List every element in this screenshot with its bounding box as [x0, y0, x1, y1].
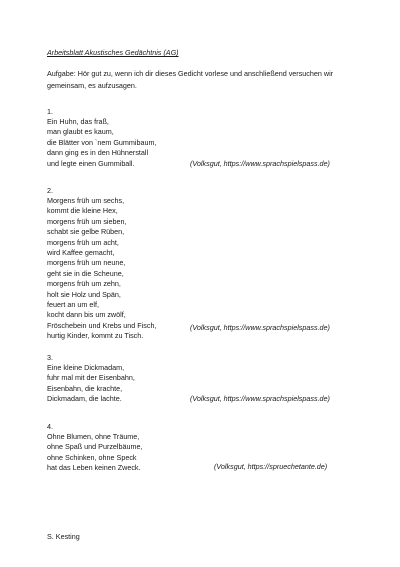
poem-line: feuert an um elf, — [47, 300, 99, 310]
poem-line: Dickmadam, die lachte. — [47, 394, 122, 404]
poem-3-number: 3. — [47, 353, 53, 362]
poem-line: Fröschebein und Krebs und Fisch, — [47, 320, 157, 330]
poem-line: schabt sie gelbe Rüben, — [47, 227, 125, 237]
author-name: S. Kesting — [47, 532, 80, 541]
poem-line: wird Kaffee gemacht, — [47, 248, 115, 258]
poem-line: ohne Schinken, ohne Speck — [47, 452, 137, 462]
poem-line: morgens früh um neune, — [47, 258, 126, 268]
poem-line: hat das Leben keinen Zweck. — [47, 463, 141, 473]
poem-line: Morgens früh um sechs, — [47, 196, 125, 205]
poem-4-number: 4. — [47, 422, 53, 431]
poem-1 — [47, 117, 156, 169]
poem-line: geht sie in die Scheune, — [47, 268, 124, 278]
poem-line: man glaubt es kaum, — [47, 127, 114, 137]
poem-line: morgens früh um zehn, — [47, 279, 121, 289]
poem-line: und legte einen Gummiball. — [47, 158, 135, 168]
poem-line: hurtig Kinder, kommt zu Tisch. — [47, 331, 144, 341]
poem-1-source: (Volksgut, https://www.sprachspielspass.de) — [190, 159, 330, 168]
poem-line: die Blätter von `nem Gummibaum, — [47, 137, 157, 147]
poem-4 — [47, 432, 143, 474]
poem-line: Ohne Blumen, ohne Träume, — [47, 432, 140, 441]
poem-line: Eine kleine Dickmadam, — [47, 363, 125, 372]
poem-line: morgens früh um acht, — [47, 237, 119, 247]
poem-2-source: (Volksgut, https://www.sprachspielspass.de) — [190, 323, 330, 332]
poem-1-number: 1. — [47, 107, 53, 116]
poem-line: morgens früh um sieben, — [47, 216, 127, 226]
poem-3-source: (Volksgut, https://www.sprachspielspass.de) — [190, 394, 330, 403]
worksheet-title: Arbeitsblatt Akustisches Gedächtnis (AG) — [47, 48, 179, 57]
poem-line: dann ging es in den Hühnerstall — [47, 148, 149, 158]
poem-line: kocht dann bis um zwölf, — [47, 310, 126, 320]
poem-line: Eisenbahn, die krachte, — [47, 383, 123, 393]
poem-3 — [47, 363, 135, 405]
poem-4-source: (Volksgut, https://spruechetante.de) — [214, 462, 328, 471]
poem-line: holt sie Holz und Spän, — [47, 289, 121, 299]
task-instruction: Aufgabe: Hör gut zu, wenn ich dir dieses Gedicht vorlese und anschließend versuchen wir gemeinsam, es aufzusagen. — [47, 69, 334, 90]
poem-line: ohne Spaß und Purzelbäume, — [47, 442, 143, 452]
poem-line: Ein Huhn, das fraß, — [47, 117, 109, 126]
poem-2-number: 2. — [47, 186, 53, 195]
poem-2 — [47, 196, 156, 342]
poem-line: kommt die kleine Hex, — [47, 206, 118, 216]
poem-line: fuhr mal mit der Eisenbahn, — [47, 373, 135, 383]
